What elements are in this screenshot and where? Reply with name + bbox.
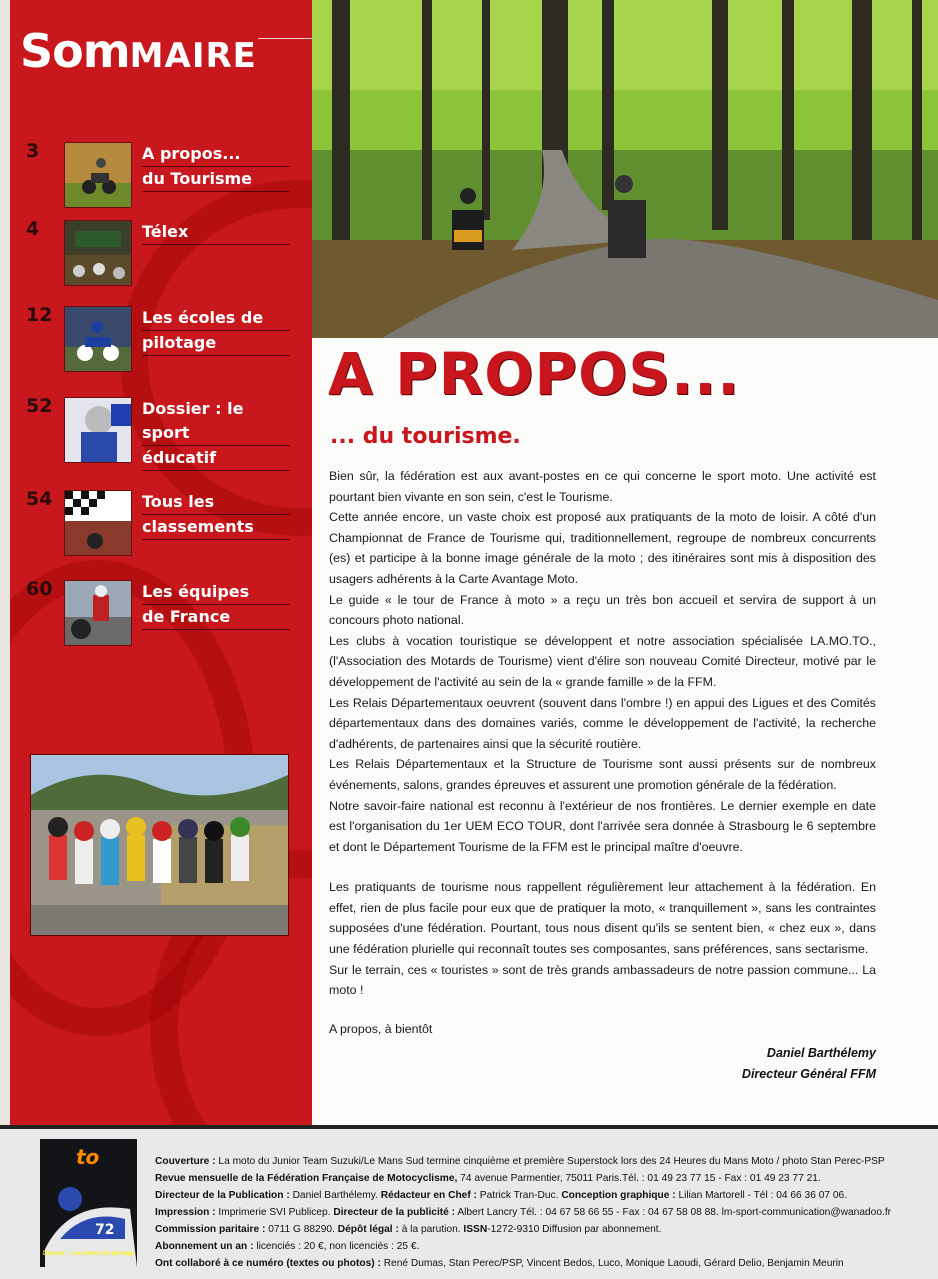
magazine-cover-thumbnail[interactable] — [40, 1139, 137, 1267]
team-rider-icon — [64, 580, 132, 646]
toc-item-telex[interactable] — [0, 220, 312, 290]
motocross-icon — [64, 220, 132, 286]
credit-text: -1272-9310 Diffusion par abonnement. — [487, 1224, 662, 1235]
article-paragraph: Les Relais Départementaux et la Structure de Tourisme sont aussi présents sur de nombreux événements, salons, grandes épreuves et assurent une promotion générale de la fédération. — [329, 757, 876, 792]
motorcycle-tourism-icon — [64, 142, 132, 208]
credit-line — [155, 1255, 930, 1272]
riding-school-icon — [64, 306, 132, 372]
toc-label-line1: Les écoles de — [142, 306, 290, 331]
toc-label — [142, 306, 290, 356]
table-of-contents-sidebar — [0, 0, 312, 1125]
credit-line — [155, 1170, 930, 1187]
article-paragraph: Les pratiquants de tourisme nous rappellent régulièrement leur attachement à la fédération. En effet, rien de plus facile pour eux que de pratiquer la moto, « tranquillement », sans les contraintes supposées d'une fédération. Pourtant, tous nous disent qu'ils se sentent bien, « chez eux », dans une fédération plurielle qui reconnaît toutes ses composantes, sans préférences, sans sectarisme. — [329, 880, 876, 957]
article-paragraph: Bien sûr, la fédération est aux avant-postes en ce qui concerne le sport moto. Une activité est pourtant bien vivante en son sein, c'est le Tourisme. — [329, 469, 876, 504]
credit-label: Dépôt légal : — [337, 1224, 399, 1235]
checkered-flag-icon — [64, 490, 132, 556]
toc-item-tourisme[interactable] — [0, 142, 312, 212]
author-title: Directeur Général FFM — [741, 1067, 876, 1081]
credit-text: licenciés : 20 €, non licenciés : 25 €. — [253, 1241, 420, 1252]
toc-label-line2: éducatif — [142, 446, 290, 471]
credit-label: ISSN — [463, 1224, 488, 1235]
forest-road-hero-photo — [312, 0, 938, 338]
article-paragraph: Les clubs à vocation touristique se développent et notre association spécialisée LA.MO.TO., (l'Association des Motards de Tourisme) vient d'élire son nouveau Comité Directeur, motivé par le développement de l'activité au sein de la « grande famille » de la FFM. — [329, 633, 876, 689]
credit-label: Ont collaboré à ce numéro (textes ou photos) : — [155, 1258, 381, 1269]
credit-text: Albert Lancry Tél. : 04 67 58 66 55 - Fax : 04 67 58 08 88. lm-sport-communication@wanadoo.fr — [455, 1207, 892, 1218]
credit-line — [155, 1187, 930, 1204]
sommaire-title-part1: Som — [20, 24, 130, 78]
credit-line — [155, 1204, 930, 1221]
credit-text: Patrick Tran-Duc. — [476, 1190, 562, 1201]
article-signature — [742, 1043, 876, 1085]
svg-text:72: 72 — [95, 1222, 115, 1238]
article-paragraph: Le guide « le tour de France à moto » a reçu un très bon accueil et servira de support à un concours photo national. — [329, 592, 876, 628]
credit-label: Revue mensuelle de la Fédération Française de Motocyclisme, — [155, 1173, 458, 1184]
credit-text: à la parution. — [398, 1224, 464, 1235]
credit-line — [155, 1238, 930, 1255]
paragraph-spacer — [329, 857, 876, 877]
credit-text: 0711 G 88290. — [265, 1224, 338, 1235]
article-title: A PROPOS... — [328, 340, 741, 408]
toc-item-ecoles[interactable] — [0, 306, 312, 376]
toc-page-number: 60 — [26, 578, 53, 600]
sommaire-title-part2: MAIRE — [129, 36, 257, 76]
credit-line — [155, 1153, 930, 1170]
toc-page-number: 4 — [26, 218, 40, 240]
toc-item-equipes[interactable] — [0, 580, 312, 650]
credit-label: Rédacteur en Chef : — [380, 1190, 477, 1201]
toc-label-line2: du Tourisme — [142, 167, 290, 192]
credit-text: René Dumas, Stan Perec/PSP, Vincent Bedos, Luco, Monique Laoudi, Gérard Delio, Benjamin Meurin — [380, 1258, 844, 1269]
toc-label — [142, 397, 290, 471]
article-paragraph: Sur le terrain, ces « touristes » sont de très grands ambassadeurs de notre passion commune... La moto ! — [329, 962, 876, 998]
article-closing: A propos, à bientôt — [329, 1022, 433, 1036]
credit-label: Abonnement un an : — [155, 1241, 254, 1252]
credits-block — [155, 1153, 930, 1272]
toc-label-line2: de France — [142, 605, 290, 630]
article-subtitle: ... du tourisme. — [330, 424, 521, 449]
credit-text: Lilian Martorell - Tél : 04 66 36 07 06. — [675, 1190, 848, 1201]
credit-label: Couverture : — [155, 1156, 216, 1167]
credit-label: Directeur de la publicité : — [333, 1207, 456, 1218]
toc-label-line1: Télex — [142, 220, 290, 245]
toc-page-number: 12 — [26, 304, 53, 326]
toc-label — [142, 220, 290, 245]
toc-label-line1: A propos... — [142, 142, 290, 167]
toc-label-line1: Dossier : le sport — [142, 397, 290, 446]
credit-line — [155, 1221, 930, 1238]
credit-label: Commission paritaire : — [155, 1224, 266, 1235]
toc-item-classements[interactable] — [0, 490, 312, 560]
toc-label-line2: pilotage — [142, 331, 290, 356]
kids-group-photo — [30, 754, 289, 936]
credit-text: 74 avenue Parmentier, 75011 Paris.Tél. : 01 49 23 77 15 - Fax : 01 49 23 77 21. — [457, 1173, 821, 1184]
article-body — [329, 466, 876, 1001]
toc-page-number: 54 — [26, 488, 53, 510]
credit-label: Conception graphique : — [561, 1190, 676, 1201]
helmet-icon — [64, 397, 132, 463]
article-paragraph: Notre savoir-faire national est reconnu à l'extérieur de nos frontières. Le dernier exemple en date est l'organisation du 1er UEM ECO TOUR, dont l'arrivée sera donnée à Strasbourg le 6 septembre et dont le Département Tourisme de la FFM est le principal maître d'oeuvre. — [329, 798, 876, 854]
toc-page-number: 52 — [26, 395, 53, 417]
credit-text: La moto du Junior Team Suzuki/Le Mans Sud termine cinquième et première Superstock lors des 24 Heures du Mans Moto / photo Stan Perec-PSP — [215, 1156, 885, 1167]
toc-page-number: 3 — [26, 140, 40, 162]
credit-text: Imprimerie SVI Publicep. — [215, 1207, 334, 1218]
article-paragraph: Cette année encore, un vaste choix est proposé aux pratiquants de la moto de loisir. A côté d'un Championnat de France de Tourisme qui, traditionnellement, regroupe de nombreux concurrents (es) et participe à la bonne image générale de la moto ; des itinéraires sont mis à disposition des usagers adhérents à la Carte Avantage Moto. — [329, 510, 876, 586]
toc-label — [142, 490, 290, 540]
article-paragraph: Les Relais Départementaux oeuvrent (souvent dans l'ombre !) en appui des Ligues et des Comités départementaux dans des domaines variés, comme le développement de l'activité, la recherche d'adhérents, de partenaires ainsi que la sécurité routière. — [329, 695, 876, 751]
toc-label — [142, 580, 290, 630]
author-name: Daniel Barthélemy — [766, 1046, 876, 1060]
masthead-footer — [0, 1125, 938, 1279]
toc-item-dossier[interactable] — [0, 397, 312, 467]
credit-text: Daniel Barthélemy. — [289, 1190, 381, 1201]
credit-label: Impression : — [155, 1207, 216, 1218]
toc-label-line1: Tous les — [142, 490, 290, 515]
cover-logo: to — [76, 1145, 100, 1169]
toc-label-line2: classements — [142, 515, 290, 540]
sommaire-title — [20, 24, 257, 78]
toc-label — [142, 142, 290, 192]
toc-label-line1: Les équipes — [142, 580, 290, 605]
cover-caption: Dossier : Les écoles de pilotage — [43, 1251, 135, 1257]
credit-label: Directeur de la Publication : — [155, 1190, 290, 1201]
